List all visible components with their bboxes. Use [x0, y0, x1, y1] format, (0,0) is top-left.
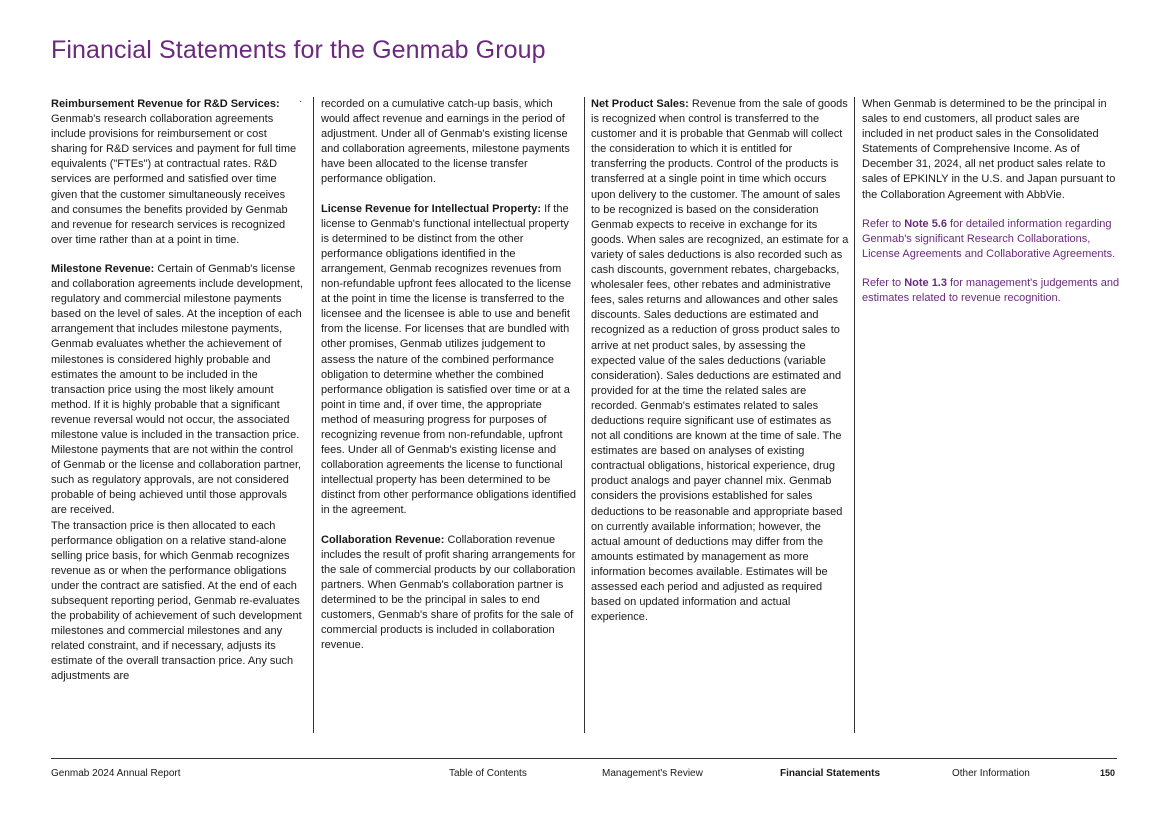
reference-prefix: Refer to — [862, 217, 905, 230]
body-transaction-price: The transaction price is then allocated to each performance obligation on a relative stand-alone selling price basis, for which Genmab recognizes revenue as or when the performance obligations under the contract are satisfied. At the end of each subsequent reporting period, Genmab re-evaluates the probability of achievement of such development milestones and commercial milestones and any related constraint, and if necessary, adjusts its estimate of the overall transaction price. Any such adjustments are — [51, 519, 302, 683]
paragraph-milestone-revenue — [51, 262, 303, 519]
body-collaboration-revenue: Collaboration revenue includes the result of profit sharing arrangements for the sale of commercial products by our collaboration partners. When Genmab's collaboration partner is determined to be the principal in sales to end customers, Genmab's share of profits for the sale of commercial products is included in collaboration revenue. — [321, 533, 576, 652]
reference-note-1-3[interactable] — [862, 276, 1120, 306]
reference-text: for detailed information regarding Genmab's significant Research Collaborations, License Agreements and Collaborative Agreements. — [862, 217, 1116, 260]
note-5-6-link[interactable]: Note 5.6 — [904, 217, 947, 230]
reference-text: for management's judgements and estimates related to revenue recognition. — [862, 276, 1120, 305]
body-milestone-revenue: Certain of Genmab's license and collaboration agreements include development, regulatory and commercial milestone payments based on the level of sales. At the inception of each arrangement that includes milestone payments, Genmab evaluates whether the achievement of milestones is considered highly probable and estimates the amount to be included in the transaction price using the most likely amount method. If it is highly probable that a significant revenue reversal would not occur, the associated milestone value is included in the transaction price. Milestone payments that are not within the control of Genmab or the license and collaboration partner, such as regulatory approvals, are not considered probable of being achieved until those approvals are received. — [51, 262, 303, 517]
column-divider-1 — [313, 97, 314, 733]
page-title: Financial Statements for the Genmab Group — [51, 36, 546, 64]
text-column-2 — [321, 97, 577, 667]
footer-link-financial-statements[interactable]: Financial Statements — [780, 768, 881, 779]
paragraph-reimbursement-revenue — [51, 97, 303, 248]
paragraph-license-revenue — [321, 202, 577, 519]
note-1-3-link[interactable]: Note 1.3 — [904, 276, 947, 289]
text-column-3 — [591, 97, 849, 639]
footer-report-name: Genmab 2024 Annual Report — [51, 768, 181, 779]
column-divider-3 — [854, 97, 855, 733]
reference-prefix: Refer to — [862, 276, 905, 289]
paragraph-collaboration-revenue — [321, 533, 577, 654]
footer-link-other-information[interactable]: Other Information — [952, 768, 1030, 779]
text-column-4 — [862, 97, 1120, 320]
body-license-revenue: If the license to Genmab's functional intellectual property is determined to be distinct from the other performance obligations identified in the arrangement, Genmab recognizes revenues from non-refundable upfront fees allocated to the license at the point in time the license is transferred to the licensee and the licensee is able to use and benefit from the license. For licenses that are bundled with other promises, Genmab utilizes judgement to assess the nature of the combined performance obligation to determine whether the combined performance obligation is satisfied over time or at a point in time and, if over time, the appropriate method of measuring progress for purposes of recognizing revenue from non-refundable, upfront fees. Under all of Genmab's existing license and collaboration agreements the license to functional intellectual property has been determined to be distinct from other performance obligations identified in the agreement. — [321, 202, 576, 517]
heading-collaboration-revenue: Collaboration Revenue: — [321, 533, 445, 546]
footer-divider — [51, 758, 1117, 759]
decorative-dot: · — [299, 96, 303, 107]
footer-link-management-review[interactable]: Management's Review — [602, 768, 703, 779]
body-net-product-sales: Revenue from the sale of goods is recognized when control is transferred to the customer and it is probable that Genmab will collect the consideration to which it is entitled for transferring the products. Control of the products is transferred at a single point in time which occurs upon delivery to the customer. The amount of sales to be recognized is based on the consideration Genmab expects to receive in exchange for its goods. When sales are recognized, an estimate for a variety of sales deductions is also recorded such as cash discounts, government rebates, chargebacks, wholesaler fees, other rebates and administrative fees, sales returns and allowances and other sales discounts. Sales deductions are estimated and recognized as a reduction of gross product sales to arrive at net product sales, by assessing the expected value of the sales deductions (variable consideration). Sales deductions are estimated and provided for at the time the related sales are recorded. Genmab's estimates related to sales deductions require significant use of estimates as not all conditions are known at the time of sale. The estimates are based on analyses of existing contractual obligations, historical experience, drug product analogs and payer channel mix. Genmab considers the provisions established for sales deductions to be reasonable and appropriate based on currently available information; however, the actual amount of deductions may differ from the amounts estimated by management as more information becomes available. Estimates will be assessed each period and adjusted as required based on updated information and actual experience. — [591, 98, 849, 624]
text-column-1 — [51, 97, 303, 699]
page-number: 150 — [1100, 768, 1116, 778]
body-principal-sales: When Genmab is determined to be the principal in sales to end customers, all product sales are included in net product sales in the Consolidated Statements of Comprehensive Income. As of December 31, 2024, all net product sales relate to sales of EPKINLY in the U.S. and Japan pursuant to the Collaboration Agreement with AbbVie. — [862, 98, 1116, 201]
column-divider-2 — [584, 97, 585, 733]
body-catch-up: recorded on a cumulative catch-up basis, which would affect revenue and earnings in the period of adjustment. Under all of Genmab's existing license and collaboration agreements, milestone payments have been allocated to the license transfer performance obligation. — [321, 98, 570, 186]
reference-note-5-6[interactable] — [862, 217, 1120, 262]
paragraph-catch-up — [321, 97, 577, 188]
paragraph-principal-sales — [862, 97, 1120, 203]
heading-milestone-revenue: Milestone Revenue: — [51, 262, 155, 275]
paragraph-transaction-price — [51, 519, 303, 685]
heading-reimbursement-revenue: Reimbursement Revenue for R&D Services: — [51, 98, 280, 110]
heading-net-product-sales: Net Product Sales: — [591, 98, 689, 110]
body-reimbursement-revenue: Genmab's research collaboration agreements include provisions for reimbursement or cost sharing for R&D services and payment for full time equivalents ("FTEs") at contractual rates. R&D services are performed and satisfied over time given that the customer simultaneously receives and consumes the benefits provided by Genmab and revenue for research services is recognized over time rather than at a point in time. — [51, 113, 297, 246]
footer-link-table-of-contents[interactable]: Table of Contents — [449, 768, 527, 779]
heading-license-revenue: License Revenue for Intellectual Property: — [321, 202, 542, 215]
paragraph-net-product-sales — [591, 97, 849, 625]
